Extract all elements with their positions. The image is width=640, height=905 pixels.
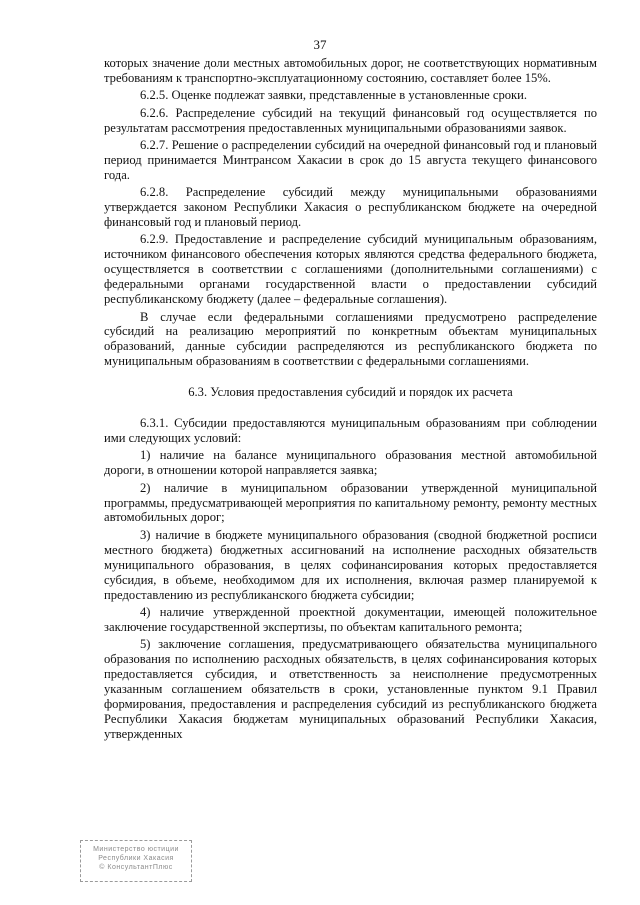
paragraph-6-2-6: 6.2.6. Распределение субсидий на текущий финансовый год осуществляется по результатам рассмотрения предоставленных муниципальными образованиями заявок. (104, 105, 597, 135)
stamp-line: Республики Хакасия (98, 855, 174, 862)
paragraph-6-2-7: 6.2.7. Решение о распределении субсидий на очередной финансовый год и плановый период принимается Минтрансом Хакасии в срок до 15 августа текущего финансового года. (104, 138, 597, 182)
condition-item-3: 3) наличие в бюджете муниципального образования (сводной бюджетной росписи местного бюджета) бюджетных ассигнований на исполнение расходных обязательств муниципального образования, в целях софинансирования которых предоставляется субсидия, в объеме, необходимом для их исполнения, включая размер планируемой к предоставлению из республиканского бюджета субсидии; (104, 527, 597, 602)
stamp-line: Министерство юстиции (93, 846, 179, 853)
paragraph-6-3-1: 6.3.1. Субсидии предоставляются муниципальным образованиям при соблюдении ими следующих условий: (104, 416, 597, 445)
condition-item-2: 2) наличие в муниципальном образовании утвержденной муниципальной программы, предусматривающей мероприятия по капитальному ремонту, ремонту местных автомобильных дорог; (104, 480, 597, 525)
paragraph-federal-agreements: В случае если федеральными соглашениями предусмотрено распределение субсидий на реализацию мероприятий по конкретным объектам муниципальных образований, данные субсидии распределяются из республиканского бюджета по муниципальным образованиям в соответствии с федеральными соглашениями. (104, 309, 597, 369)
condition-item-4: 4) наличие утвержденной проектной документации, имеющей положительное заключение государственной экспертизы, по объектам капитального ремонта; (104, 604, 597, 634)
section-heading: 6.3. Условия предоставления субсидий и порядок их расчета (188, 385, 513, 400)
paragraph-continuation: которых значение доли местных автомобильных дорог, не соответствующих нормативным требованиям к транспортно-эксплуатационному состоянию, составляет более 15%. (104, 56, 597, 85)
condition-item-1: 1) наличие на балансе муниципального образования местной автомобильной дороги, в отношении которой направляется заявка; (104, 448, 597, 478)
stamp-line: © КонсультантПлюс (99, 864, 173, 871)
document-body (104, 56, 597, 744)
condition-item-5: 5) заключение соглашения, предусматривающего обязательства муниципального образования по исполнению расходных обязательств, в целях софинансирования которых предоставляется субсидия, и ответственность за неисполнение предусмотренных указанным соглашением обязательств в сроки, установленные пунктом 9.1 Правил формирования, предоставления и распределения субсидий из республиканского бюджета Республики Хакасия бюджетам муниципальных образований Республики Хакасия, утвержденных (104, 637, 597, 741)
page-number: 37 (313, 37, 327, 52)
paragraph-6-2-5: 6.2.5. Оценке подлежат заявки, представленные в установленные сроки. (140, 88, 528, 103)
paragraph-6-2-8: 6.2.8. Распределение субсидий между муниципальными образованиями утверждается законом Республики Хакасия о республиканском бюджете на очередной финансовый год и плановый период. (104, 185, 597, 230)
registration-stamp (80, 840, 192, 882)
paragraph-6-2-9: 6.2.9. Предоставление и распределение субсидий муниципальным образованиям, источником финансового обеспечения которых являются средства федерального бюджета, осуществляется в соответствии с соглашениями (дополнительными соглашениями) с федеральными органами государственной власти о предоставлении субсидий республиканскому бюджету (далее – федеральные соглашения). (104, 232, 597, 307)
